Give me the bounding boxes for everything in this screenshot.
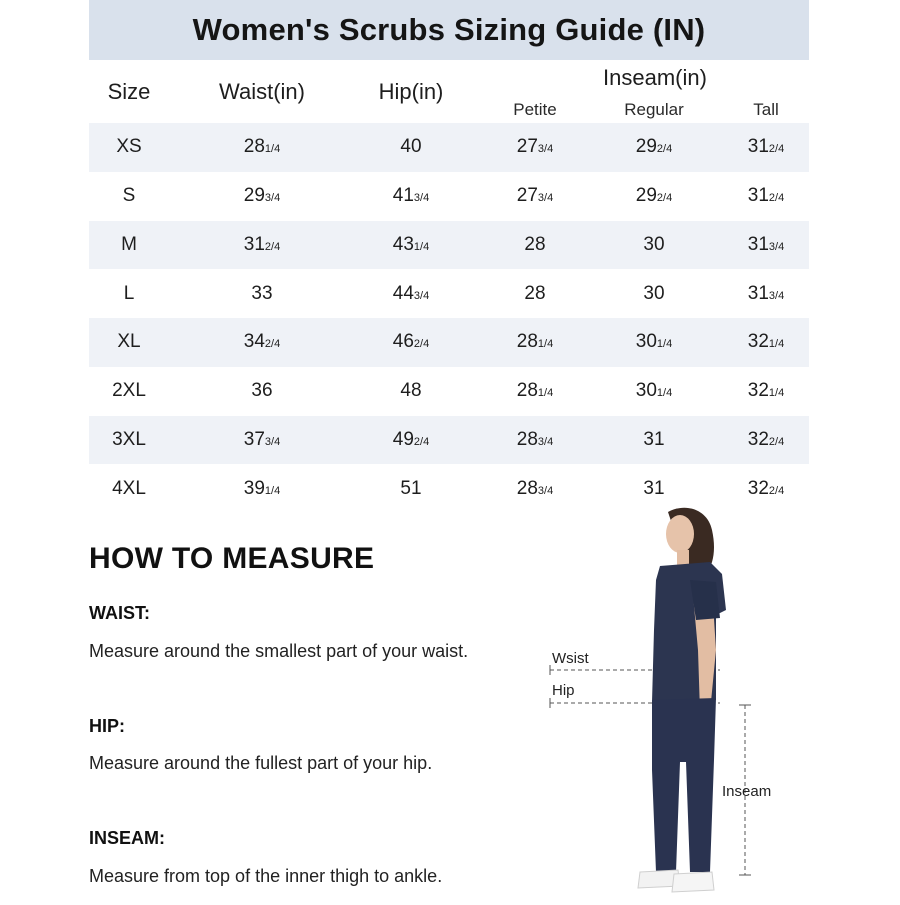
- cell-petite-whole: 28: [524, 282, 546, 304]
- cell-hip: [400, 478, 421, 500]
- table-row: [89, 123, 809, 172]
- cell-size: M: [121, 233, 137, 255]
- cell-petite-fraction: 3/4: [537, 143, 554, 156]
- cell-regular-whole: 30: [635, 380, 657, 402]
- inseam-label: INSEAM:: [89, 828, 165, 848]
- table-row: [89, 221, 809, 270]
- cell-regular: [636, 185, 672, 207]
- cell-regular-whole: 31: [643, 428, 665, 450]
- cell-tall-fraction: 2/4: [768, 484, 785, 497]
- cell-hip: [393, 185, 429, 207]
- cell-waist: [244, 478, 280, 500]
- cell-tall: [748, 331, 784, 353]
- cell-hip-whole: 51: [400, 477, 422, 499]
- cell-hip-fraction: 3/4: [413, 192, 430, 205]
- cell-tall-whole: 31: [747, 233, 769, 255]
- cell-petite: [517, 429, 553, 451]
- cell-tall-fraction: 1/4: [768, 387, 785, 400]
- hip-description: Measure around the fullest part of your hip.: [89, 753, 433, 773]
- cell-tall: [748, 283, 784, 305]
- cell-regular-whole: 29: [635, 136, 657, 158]
- model-neck: [677, 550, 689, 566]
- cell-regular: [643, 234, 664, 256]
- model-head: [666, 515, 694, 553]
- cell-waist-whole: 31: [243, 233, 265, 255]
- cell-tall: [748, 380, 784, 402]
- cell-petite: [524, 234, 545, 256]
- cell-petite: [517, 380, 553, 402]
- model-figure-area: [540, 500, 800, 900]
- cell-hip-whole: 48: [400, 380, 422, 402]
- cell-size: S: [122, 185, 136, 207]
- cell-hip: [393, 234, 429, 256]
- cell-waist: [244, 429, 280, 451]
- cell-petite-whole: 28: [516, 428, 538, 450]
- cell-waist-whole: 36: [251, 380, 273, 402]
- cell-hip: [400, 380, 421, 402]
- cell-tall-fraction: 2/4: [768, 143, 785, 156]
- hip-label: HIP:: [89, 716, 125, 736]
- cell-regular-fraction: 1/4: [656, 387, 673, 400]
- inseam-description: Measure from top of the inner thigh to ankle.: [89, 866, 443, 886]
- header-size: Size: [107, 79, 151, 104]
- cell-petite-fraction: 1/4: [537, 338, 554, 351]
- cell-petite-whole: 28: [516, 331, 538, 353]
- table-row: [89, 367, 809, 416]
- cell-tall: [748, 478, 784, 500]
- cell-petite: [524, 283, 545, 305]
- cell-petite-whole: 28: [516, 380, 538, 402]
- cell-waist: [244, 234, 280, 256]
- cell-hip: [393, 283, 429, 305]
- cell-waist-whole: 34: [243, 331, 265, 353]
- cell-regular-whole: 29: [635, 185, 657, 207]
- cell-waist-whole: 33: [251, 282, 273, 304]
- cell-size: XL: [117, 331, 141, 353]
- cell-waist-fraction: 2/4: [264, 240, 281, 253]
- cell-petite-whole: 28: [516, 477, 538, 499]
- cell-waist-whole: 28: [243, 136, 265, 158]
- cell-tall-fraction: 1/4: [768, 338, 785, 351]
- cell-hip-fraction: 3/4: [413, 289, 430, 302]
- cell-regular-fraction: 2/4: [656, 192, 673, 205]
- cell-size: 3XL: [112, 428, 146, 450]
- cell-tall-whole: 31: [747, 282, 769, 304]
- model-illustration: [540, 500, 800, 900]
- cell-size: XS: [116, 136, 142, 158]
- cell-waist-fraction: 1/4: [264, 143, 281, 156]
- cell-tall-whole: 32: [747, 428, 769, 450]
- cell-petite: [517, 478, 553, 500]
- cell-petite-whole: 27: [516, 136, 538, 158]
- how-to-measure-heading: HOW TO MEASURE: [89, 542, 375, 575]
- cell-tall-whole: 32: [747, 477, 769, 499]
- cell-hip-fraction: 2/4: [413, 338, 430, 351]
- cell-tall: [748, 234, 784, 256]
- cell-hip: [400, 136, 421, 158]
- cell-regular-fraction: 2/4: [656, 143, 673, 156]
- cell-petite-whole: 28: [524, 233, 546, 255]
- cell-hip: [393, 429, 429, 451]
- page-title: Women's Scrubs Sizing Guide (IN): [192, 12, 706, 47]
- cell-petite-fraction: 3/4: [537, 484, 554, 497]
- waist-description: Measure around the smallest part of your waist.: [89, 641, 469, 661]
- model-scrub-pants: [652, 698, 716, 872]
- header-inseam: Inseam(in): [603, 65, 707, 90]
- cell-tall-fraction: 3/4: [768, 289, 785, 302]
- cell-tall: [748, 136, 784, 158]
- cell-waist-whole: 39: [243, 477, 265, 499]
- cell-regular-whole: 31: [643, 477, 665, 499]
- cell-waist-fraction: 3/4: [264, 435, 281, 448]
- table-body: [89, 123, 809, 513]
- table-header: [89, 60, 809, 123]
- cell-hip-whole: 41: [392, 185, 414, 207]
- cell-petite-fraction: 3/4: [537, 192, 554, 205]
- cell-regular-fraction: 1/4: [656, 338, 673, 351]
- cell-tall-fraction: 2/4: [768, 192, 785, 205]
- table-row: [89, 269, 809, 318]
- cell-tall-fraction: 2/4: [768, 435, 785, 448]
- cell-hip-fraction: 1/4: [413, 240, 430, 253]
- cell-regular: [636, 380, 672, 402]
- cell-waist-fraction: 2/4: [264, 338, 281, 351]
- cell-waist-whole: 29: [243, 185, 265, 207]
- cell-petite-fraction: 1/4: [537, 387, 554, 400]
- header-petite: Petite: [513, 100, 557, 119]
- cell-hip-whole: 49: [392, 428, 414, 450]
- cell-hip-whole: 46: [392, 331, 414, 353]
- cell-waist-whole: 37: [243, 428, 265, 450]
- table-row: [89, 416, 809, 465]
- cell-regular: [636, 331, 672, 353]
- cell-regular-whole: 30: [635, 331, 657, 353]
- cell-hip-whole: 44: [392, 282, 414, 304]
- cell-hip: [393, 331, 429, 353]
- figure-inseam-label: Inseam: [722, 783, 772, 800]
- cell-waist-fraction: 3/4: [264, 192, 281, 205]
- cell-regular: [636, 136, 672, 158]
- cell-tall: [748, 185, 784, 207]
- cell-tall: [748, 429, 784, 451]
- figure-hip-label: Hip: [552, 682, 575, 699]
- table-row: [89, 172, 809, 221]
- model-right-shoe: [672, 872, 714, 892]
- title-banner: [89, 0, 809, 60]
- cell-tall-whole: 31: [747, 185, 769, 207]
- waist-label: WAIST:: [89, 603, 150, 623]
- cell-waist: [251, 283, 272, 305]
- cell-hip-fraction: 2/4: [413, 435, 430, 448]
- cell-hip-whole: 43: [392, 233, 414, 255]
- cell-waist: [244, 185, 280, 207]
- cell-tall-fraction: 3/4: [768, 240, 785, 253]
- cell-waist-fraction: 1/4: [264, 484, 281, 497]
- table-row: [89, 318, 809, 367]
- cell-petite: [517, 136, 553, 158]
- cell-tall-whole: 32: [747, 331, 769, 353]
- figure-waist-label: Wsist: [552, 650, 589, 667]
- cell-waist: [251, 380, 272, 402]
- cell-petite: [517, 185, 553, 207]
- header-waist: Waist(in): [219, 79, 305, 104]
- cell-regular: [643, 478, 664, 500]
- cell-size: 2XL: [112, 380, 146, 402]
- size-table: [89, 60, 809, 513]
- header-regular: Regular: [624, 100, 684, 119]
- header-tall: Tall: [753, 100, 779, 119]
- cell-regular-whole: 30: [643, 233, 665, 255]
- cell-size: 4XL: [112, 477, 146, 499]
- cell-tall-whole: 32: [747, 380, 769, 402]
- cell-waist: [244, 136, 280, 158]
- cell-regular: [643, 283, 664, 305]
- header-hip: Hip(in): [378, 79, 444, 104]
- cell-petite: [517, 331, 553, 353]
- cell-tall-whole: 31: [747, 136, 769, 158]
- cell-waist: [244, 331, 280, 353]
- cell-petite-whole: 27: [516, 185, 538, 207]
- cell-regular-whole: 30: [643, 282, 665, 304]
- cell-hip-whole: 40: [400, 136, 422, 158]
- cell-regular: [643, 429, 664, 451]
- cell-petite-fraction: 3/4: [537, 435, 554, 448]
- cell-size: L: [123, 282, 135, 304]
